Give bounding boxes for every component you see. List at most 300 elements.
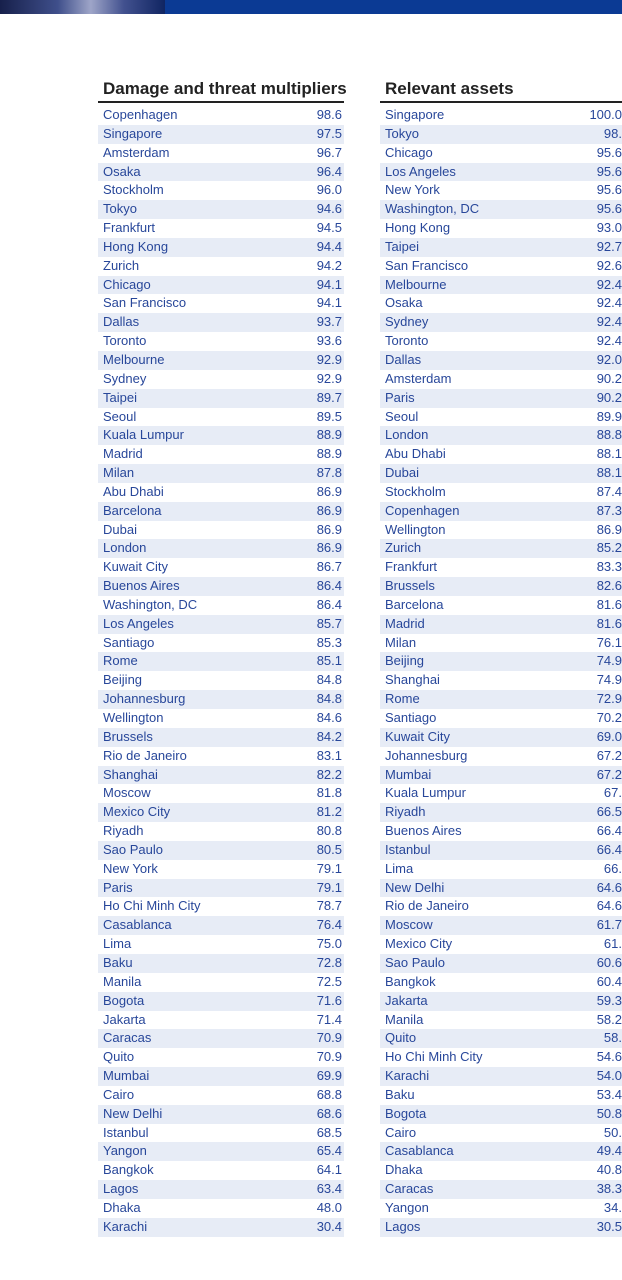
city-name: Kuala Lumpur (103, 427, 184, 443)
table-row (98, 1124, 344, 1143)
table-row (98, 144, 344, 163)
score-value: 85.3 (316, 634, 342, 650)
table-row (98, 1029, 344, 1048)
score-value: 61. (603, 936, 622, 952)
table-row (98, 1180, 344, 1199)
score-value: 89.5 (316, 408, 342, 424)
city-name: Frankfurt (385, 559, 438, 575)
table-row (98, 483, 344, 502)
score-value: 75.0 (316, 936, 342, 952)
score-value: 86.4 (316, 596, 342, 612)
table-row (380, 502, 622, 521)
city-name: Casablanca (385, 1143, 454, 1159)
score-value: 88.1 (596, 465, 622, 481)
city-name: Amsterdam (385, 370, 452, 386)
score-value: 71.6 (316, 992, 342, 1008)
city-name: Jakarta (385, 992, 428, 1008)
table-row (380, 1029, 622, 1048)
table-row (98, 558, 344, 577)
score-value: 78.7 (316, 898, 342, 914)
city-name: Manila (103, 973, 142, 989)
city-name: Kuwait City (385, 728, 451, 744)
table-row (98, 577, 344, 596)
table-row (380, 879, 622, 898)
table-row (98, 426, 344, 445)
table-row (380, 973, 622, 992)
city-name: New Delhi (103, 1105, 163, 1121)
score-value: 95.6 (596, 144, 622, 160)
table-row (380, 313, 622, 332)
score-value: 85.7 (316, 615, 342, 631)
score-value: 90.2 (596, 389, 622, 405)
score-value: 83.3 (596, 559, 622, 575)
city-name: Paris (103, 879, 133, 895)
score-value: 68.5 (316, 1124, 342, 1140)
score-value: 92.4 (596, 295, 622, 311)
table-row (380, 577, 622, 596)
city-name: Baku (103, 954, 133, 970)
table-row (380, 294, 622, 313)
score-value: 88.9 (316, 446, 342, 462)
score-value: 65.4 (316, 1143, 342, 1159)
score-value: 80.5 (316, 841, 342, 857)
table-row (380, 803, 622, 822)
table-row (380, 596, 622, 615)
table-row (98, 1048, 344, 1067)
table-row (98, 181, 344, 200)
table-row (98, 370, 344, 389)
table-row (98, 709, 344, 728)
table-row (98, 389, 344, 408)
table-row (98, 106, 344, 125)
city-name: Caracas (103, 1030, 152, 1046)
score-value: 53.4 (596, 1086, 622, 1102)
city-name: Ho Chi Minh City (103, 898, 201, 914)
table-row (380, 634, 622, 653)
table-row (380, 1124, 622, 1143)
city-name: Moscow (385, 917, 433, 933)
table-row (380, 1067, 622, 1086)
score-value: 60.4 (596, 973, 622, 989)
city-name: Taipei (385, 238, 419, 254)
score-value: 49.4 (596, 1143, 622, 1159)
table-row (380, 370, 622, 389)
score-value: 34. (603, 1199, 622, 1215)
city-name: Stockholm (385, 483, 446, 499)
score-value: 92.0 (596, 351, 622, 367)
city-name: Washington, DC (103, 596, 198, 612)
score-value: 85.1 (316, 653, 342, 669)
city-name: Seoul (385, 408, 419, 424)
city-name: Casablanca (103, 917, 172, 933)
city-name: Sydney (385, 314, 429, 330)
score-value: 70.9 (316, 1049, 342, 1065)
city-name: Sydney (103, 370, 147, 386)
score-value: 74.9 (596, 672, 622, 688)
score-value: 98. (603, 125, 622, 141)
score-value: 95.6 (596, 182, 622, 198)
city-name: Santiago (385, 710, 437, 725)
score-value: 67.2 (596, 766, 622, 782)
city-name: Mumbai (385, 766, 432, 782)
table-row (380, 106, 622, 125)
score-value: 72.9 (596, 691, 622, 707)
city-name: Ho Chi Minh City (385, 1049, 483, 1065)
table-row (98, 596, 344, 615)
city-name: Sao Paulo (103, 841, 163, 857)
city-name: Sao Paulo (385, 954, 445, 970)
table-row (98, 916, 344, 935)
city-name: Tokyo (103, 201, 137, 217)
city-name: Moscow (103, 785, 151, 801)
city-name: Quito (385, 1030, 417, 1046)
city-name: Abu Dhabi (103, 483, 164, 499)
city-name: Melbourne (385, 276, 447, 292)
city-name: Melbourne (103, 351, 165, 367)
city-name: Paris (385, 389, 415, 405)
city-name: Jakarta (103, 1011, 146, 1027)
table-row (98, 1067, 344, 1086)
city-name: Lima (385, 860, 414, 876)
table-row (98, 747, 344, 766)
table-row (380, 766, 622, 785)
score-value: 87.8 (316, 465, 342, 481)
city-name: Chicago (385, 144, 433, 160)
score-value: 84.8 (316, 672, 342, 688)
city-name: Abu Dhabi (385, 446, 446, 462)
city-name: Toronto (103, 333, 147, 349)
city-name: Kuala Lumpur (385, 785, 466, 801)
table-row (380, 671, 622, 690)
score-value: 94.5 (316, 220, 342, 236)
city-name: Madrid (103, 446, 143, 462)
city-name: Istanbul (385, 841, 431, 857)
table-row (380, 163, 622, 182)
city-name: Rio de Janeiro (103, 747, 187, 763)
table-row (98, 879, 344, 898)
city-name: Beijing (103, 672, 143, 688)
table-row (98, 841, 344, 860)
city-name: Dhaka (385, 1162, 423, 1178)
score-value: 38.3 (596, 1181, 622, 1197)
city-name: Tokyo (385, 125, 419, 141)
table-row (380, 464, 622, 483)
city-name: Rio de Janeiro (385, 898, 469, 914)
city-name: New York (103, 860, 158, 876)
table-row (380, 238, 622, 257)
city-name: Wellington (385, 521, 446, 537)
table-row (380, 332, 622, 351)
table-row (98, 539, 344, 558)
score-value: 84.2 (316, 728, 342, 744)
score-value: 30.5 (596, 1218, 622, 1234)
score-value: 82.6 (596, 578, 622, 594)
relevant-assets-rows (380, 106, 622, 1237)
city-name: Lagos (103, 1181, 139, 1197)
table-row (380, 521, 622, 540)
table-row (380, 728, 622, 747)
score-value: 96.7 (316, 144, 342, 160)
city-name: Bangkok (385, 973, 436, 989)
city-name: Milan (103, 465, 135, 481)
city-name: Copenhagen (103, 107, 178, 122)
score-value: 94.1 (316, 295, 342, 311)
city-name: Cairo (103, 1086, 135, 1102)
score-value: 81.2 (316, 804, 342, 820)
table-row (98, 1218, 344, 1237)
city-name: Rome (103, 653, 138, 669)
city-name: Seoul (103, 408, 137, 424)
score-value: 30.4 (316, 1218, 342, 1234)
score-value: 94.1 (316, 276, 342, 292)
city-name: Los Angeles (385, 163, 456, 179)
table-row (380, 897, 622, 916)
score-value: 96.0 (316, 182, 342, 198)
score-value: 40.8 (596, 1162, 622, 1178)
city-name: Taipei (103, 389, 137, 405)
table-row (380, 652, 622, 671)
score-value: 58.2 (596, 1011, 622, 1027)
table-row (380, 483, 622, 502)
table-row (98, 1161, 344, 1180)
city-name: Istanbul (103, 1124, 149, 1140)
table-row (380, 539, 622, 558)
table-row (380, 841, 622, 860)
city-name: Zurich (385, 540, 422, 556)
score-value: 58. (603, 1030, 622, 1046)
table-row (380, 125, 622, 144)
score-value: 80.8 (316, 823, 342, 839)
damage-threat-title: Damage and threat multipliers (98, 77, 344, 103)
score-value: 92.4 (596, 276, 622, 292)
city-name: Cairo (385, 1124, 417, 1140)
city-name: Johannesburg (103, 691, 186, 707)
city-name: London (103, 540, 147, 556)
city-name: Dubai (103, 521, 137, 537)
score-value: 94.4 (316, 238, 342, 254)
header-photo (0, 0, 165, 14)
city-name: Shanghai (385, 672, 440, 688)
table-row (98, 935, 344, 954)
table-row (98, 1105, 344, 1124)
table-row (98, 351, 344, 370)
score-value: 92.9 (316, 370, 342, 386)
city-name: Singapore (385, 107, 445, 122)
table-row (98, 728, 344, 747)
score-value: 93.6 (316, 333, 342, 349)
score-value: 61.7 (596, 917, 622, 933)
damage-threat-table (98, 77, 347, 1237)
score-value: 76.1 (596, 634, 622, 650)
table-row (98, 219, 344, 238)
table-row (380, 558, 622, 577)
score-value: 92.7 (596, 238, 622, 254)
score-value: 72.5 (316, 973, 342, 989)
score-value: 95.6 (596, 163, 622, 179)
table-row (380, 276, 622, 295)
score-value: 64.6 (596, 898, 622, 914)
table-row (98, 992, 344, 1011)
relevant-assets-table (380, 77, 622, 1237)
city-name: Osaka (385, 295, 423, 311)
table-row (380, 1105, 622, 1124)
score-value: 89.9 (596, 408, 622, 424)
table-row (380, 747, 622, 766)
score-value: 87.3 (596, 502, 622, 518)
score-value: 71.4 (316, 1011, 342, 1027)
score-value: 86.9 (316, 502, 342, 518)
city-name: Barcelona (103, 502, 162, 518)
score-value: 54.0 (596, 1068, 622, 1084)
score-value: 86.9 (316, 483, 342, 499)
score-value: 100.0 (589, 107, 622, 122)
city-name: Buenos Aires (385, 823, 462, 839)
city-name: Yangon (103, 1143, 147, 1159)
city-name: Zurich (103, 257, 140, 273)
table-row (98, 276, 344, 295)
score-value: 86.7 (316, 559, 342, 575)
table-row (380, 144, 622, 163)
score-value: 50.8 (596, 1105, 622, 1121)
score-value: 76.4 (316, 917, 342, 933)
table-row (98, 1199, 344, 1218)
score-value: 63.4 (316, 1181, 342, 1197)
city-name: Brussels (385, 578, 435, 594)
score-value: 85.2 (596, 540, 622, 556)
table-row (98, 445, 344, 464)
score-value: 94.6 (316, 201, 342, 217)
score-value: 64.1 (316, 1162, 342, 1178)
city-name: Milan (385, 634, 417, 650)
score-value: 79.1 (316, 879, 342, 895)
table-row (380, 351, 622, 370)
score-value: 87.4 (596, 483, 622, 499)
table-row (380, 219, 622, 238)
table-row (380, 200, 622, 219)
table-row (98, 954, 344, 973)
score-value: 96.4 (316, 163, 342, 179)
city-name: Singapore (103, 125, 163, 141)
city-name: Mexico City (385, 936, 453, 952)
table-row (380, 916, 622, 935)
score-value: 92.4 (596, 333, 622, 349)
table-row (380, 784, 622, 803)
table-row (380, 1199, 622, 1218)
score-value: 70.2 (596, 710, 622, 725)
score-value: 70.9 (316, 1030, 342, 1046)
table-row (380, 860, 622, 879)
score-value: 66. (603, 860, 622, 876)
city-name: Kuwait City (103, 559, 169, 575)
score-value: 69.9 (316, 1068, 342, 1084)
table-row (98, 163, 344, 182)
table-row (380, 1011, 622, 1030)
table-row (98, 803, 344, 822)
table-row (380, 935, 622, 954)
table-row (98, 257, 344, 276)
city-name: Osaka (103, 163, 141, 179)
score-value: 50. (603, 1124, 622, 1140)
city-name: Chicago (103, 276, 151, 292)
score-value: 86.9 (316, 521, 342, 537)
city-name: Mexico City (103, 804, 171, 820)
table-row (98, 671, 344, 690)
score-value: 74.9 (596, 653, 622, 669)
city-name: Toronto (385, 333, 429, 349)
table-row (98, 822, 344, 841)
score-value: 92.9 (316, 351, 342, 367)
score-value: 95.6 (596, 201, 622, 217)
table-row (98, 766, 344, 785)
city-name: Lagos (385, 1218, 421, 1234)
header-banner (0, 0, 622, 14)
score-value: 93.0 (596, 220, 622, 236)
city-name: Stockholm (103, 182, 164, 198)
city-name: Dhaka (103, 1199, 141, 1215)
city-name: Quito (103, 1049, 135, 1065)
city-name: Caracas (385, 1181, 434, 1197)
city-name: Johannesburg (385, 747, 468, 763)
city-name: Madrid (385, 615, 425, 631)
table-row (380, 954, 622, 973)
table-row (380, 822, 622, 841)
score-value: 86.4 (316, 578, 342, 594)
score-value: 72.8 (316, 954, 342, 970)
score-value: 81.8 (316, 785, 342, 801)
city-name: San Francisco (385, 257, 469, 273)
table-row (380, 1048, 622, 1067)
score-value: 92.4 (596, 314, 622, 330)
relevant-assets-title: Relevant assets (380, 77, 622, 103)
table-row (380, 992, 622, 1011)
score-value: 84.8 (316, 691, 342, 707)
table-row (98, 408, 344, 427)
city-name: Karachi (103, 1218, 148, 1234)
city-name: Frankfurt (103, 220, 156, 236)
score-value: 66.4 (596, 841, 622, 857)
score-value: 79.1 (316, 860, 342, 876)
city-name: Dallas (385, 351, 422, 367)
score-value: 84.6 (316, 710, 342, 725)
table-row (380, 690, 622, 709)
city-name: New Delhi (385, 879, 445, 895)
table-row (380, 615, 622, 634)
table-row (380, 1142, 622, 1161)
table-row (98, 1011, 344, 1030)
city-name: Wellington (103, 710, 164, 725)
table-row (98, 897, 344, 916)
score-value: 67.2 (596, 747, 622, 763)
table-row (98, 200, 344, 219)
city-name: Bogota (103, 992, 145, 1008)
city-name: London (385, 427, 429, 443)
table-row (98, 634, 344, 653)
city-name: Riyadh (103, 823, 144, 839)
table-row (380, 389, 622, 408)
city-name: Dubai (385, 465, 419, 481)
city-name: Bogota (385, 1105, 427, 1121)
table-row (98, 1086, 344, 1105)
table-row (380, 1086, 622, 1105)
score-value: 88.1 (596, 446, 622, 462)
city-name: Baku (385, 1086, 415, 1102)
score-value: 60.6 (596, 954, 622, 970)
table-row (380, 1218, 622, 1237)
city-name: Lima (103, 936, 132, 952)
table-row (98, 125, 344, 144)
damage-threat-rows (98, 106, 344, 1237)
city-name: New York (385, 182, 440, 198)
